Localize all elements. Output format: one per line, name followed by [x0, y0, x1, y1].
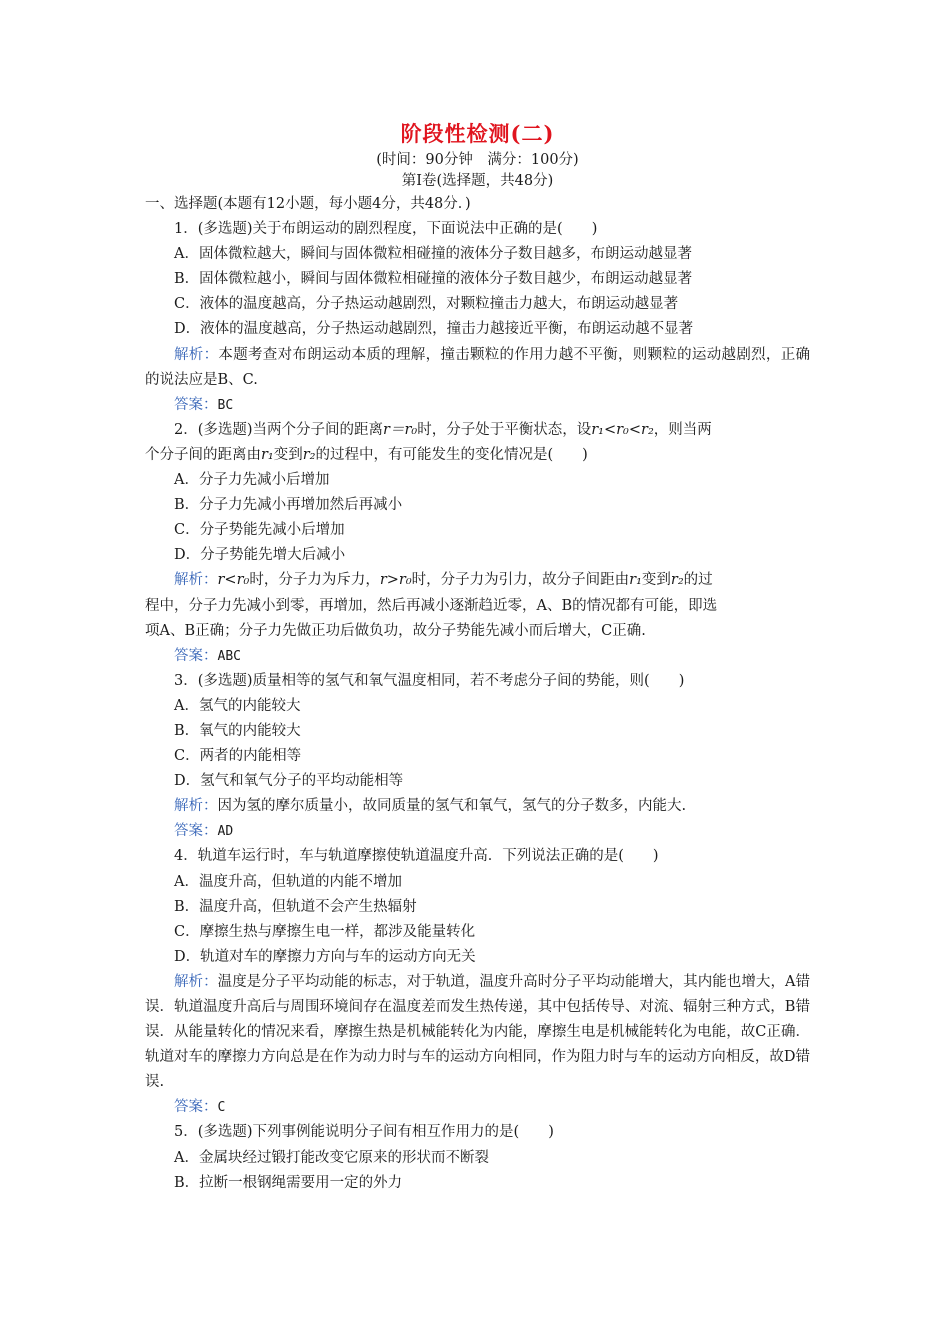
- analysis-text: 变到: [641, 572, 671, 589]
- variable-text: r₁: [629, 572, 642, 589]
- question-4-option-c: C．摩擦生热与摩擦生电一样，都涉及能量转化: [174, 923, 476, 940]
- page-title: 阶段性检测(二): [400, 121, 555, 146]
- equation-text: r＝r₀: [383, 421, 418, 438]
- question-2-option-a: A．分子力先减小后增加: [174, 472, 330, 489]
- analysis-label: 解析：: [174, 798, 218, 815]
- question-1-answer: [145, 393, 810, 418]
- section-heading: 第Ⅰ卷(选择题，共48分): [401, 173, 554, 189]
- question-3-stem: 3．(多选题)质量相等的氢气和氧气温度相同，若不考虑分子间的势能，则( ): [174, 672, 685, 689]
- inequality-text: r₁<r₀<r₂: [591, 421, 654, 438]
- stem-text: ，则当两: [653, 421, 712, 438]
- answer-label: 答案：: [174, 396, 218, 413]
- variable-text: r₂: [670, 572, 684, 589]
- question-1-option-a: A．固体微粒越大，瞬间与固体微粒相碰撞的液体分子数目越多，布朗运动越显著: [174, 246, 692, 263]
- question-1-option-c: C．液体的温度越高，分子热运动越剧烈，对颗粒撞击力越大，布朗运动越显著: [174, 296, 679, 313]
- question-1-option-b: B．固体微粒越小，瞬间与固体微粒相碰撞的液体分子数目越少，布朗运动越显著: [174, 271, 693, 288]
- stem-text: 2．(多选题)当两个分子间的距离: [174, 421, 384, 438]
- analysis-text: 时，分子力为斥力，: [249, 572, 380, 589]
- question-2-option-b: B．分子力先减小再增加然后再减小: [174, 497, 403, 514]
- answer-label: 答案：: [174, 1099, 218, 1116]
- analysis-text: 时，分子力为引力，故分子间距由: [411, 572, 630, 589]
- question-5-stem: 5．(多选题)下列事例能说明分子间有相互作用力的是( ): [174, 1124, 554, 1141]
- part-heading: 一、选择题(本题有12小题，每小题4分，共48分．): [145, 196, 471, 212]
- variable-text: r₁: [261, 446, 274, 463]
- analysis-text: 因为氢的摩尔质量小，故同质量的氢气和氧气，氢气的分子数多，内能大.: [217, 798, 687, 815]
- question-3-answer: [145, 819, 810, 844]
- question-4-stem: 4．轨道车运行时，车与轨道摩擦使轨道温度升高．下列说法正确的是( ): [174, 848, 659, 865]
- question-2-stem-line-1: [145, 418, 810, 443]
- question-4-analysis: [145, 970, 810, 1095]
- question-3-option-c: C．两者的内能相等: [174, 748, 302, 765]
- question-2-answer: [145, 644, 810, 669]
- question-1-analysis: [145, 343, 810, 393]
- answer-value: C: [217, 1100, 226, 1116]
- question-1-option-d: D．液体的温度越高，分子热运动越剧烈，撞击力越接近平衡，布朗运动越不显著: [174, 321, 694, 338]
- answer-value: AD: [217, 824, 234, 840]
- question-4-option-d: D．轨道对车的摩擦力方向与车的运动方向无关: [174, 948, 476, 965]
- question-2-option-d: D．分子势能先增大后减小: [174, 547, 346, 564]
- question-3-option-d: D．氢气和氧气分子的平均动能相等: [174, 773, 404, 790]
- answer-label: 答案：: [174, 823, 218, 840]
- question-3-option-a: A．氢气的内能较大: [174, 697, 301, 714]
- analysis-text: 温度是分子平均动能的标志，对于轨道，温度升高时分子平均动能增大，其内能也增大，A错误．轨道温度升高后与周围环境间存在温度差而发生热传递，其中包括传导、对流、辐射三种方式，B错误．从能量转化的情况来看，摩擦生热是机械能转化为内能，摩擦生电是机械能转化为电能，故C正确．轨道对车的摩擦力方向总是在作为动力时与车的运动方向相同，作为阻力时与车的运动方向相反，故D错误.: [145, 973, 811, 1091]
- question-1-stem: 1．(多选题)关于布朗运动的剧烈程度，下面说法中正确的是( ): [174, 221, 598, 238]
- question-3-option-b: B．氧气的内能较大: [174, 722, 301, 739]
- question-4-answer: [145, 1095, 810, 1120]
- question-4-option-b: B．温度升高，但轨道不会产生热辐射: [174, 898, 417, 915]
- stem-text: 变到: [273, 446, 303, 463]
- inequality-text: r>r₀: [379, 572, 412, 589]
- answer-value: BC: [217, 397, 234, 413]
- exam-time-info: (时间：90分钟 满分：100分): [376, 152, 579, 168]
- question-2-option-c: C．分子势能先减小后增加: [174, 522, 345, 539]
- question-5-option-b: B．拉断一根钢绳需要用一定的外力: [174, 1174, 403, 1191]
- answer-value: ABC: [217, 648, 241, 664]
- question-2-analysis-line-1: [145, 568, 810, 593]
- stem-text: 的过程中，有可能发生的变化情况是( ): [315, 446, 588, 463]
- document-page: [145, 118, 810, 1196]
- stem-text: 个分子间的距离由: [145, 446, 261, 463]
- question-4-option-a: A．温度升高，但轨道的内能不增加: [174, 873, 402, 890]
- analysis-label: 解析：: [174, 572, 218, 589]
- question-5-option-a: A．金属块经过锻打能改变它原来的形状而不断裂: [174, 1149, 489, 1166]
- analysis-label: 解析：: [174, 973, 218, 990]
- analysis-label: 解析：: [174, 346, 219, 363]
- question-2-analysis-line-3: 项A、B正确；分子力先做正功后做负功，故分子势能先减小而后增大，C正确.: [145, 622, 646, 639]
- inequality-text: r<r₀: [217, 572, 250, 589]
- analysis-text: 本题考查对布朗运动本质的理解，撞击颗粒的作用力越不平衡，则颗粒的运动越剧烈，正确的说法应是B、C.: [145, 346, 811, 388]
- variable-text: r₂: [302, 446, 316, 463]
- answer-label: 答案：: [174, 647, 218, 664]
- question-3-analysis: [145, 794, 810, 819]
- question-2-analysis-line-2: 程中，分子力先减小到零，再增加，然后再减小逐渐趋近零，A、B的情况都有可能，即选: [145, 597, 718, 614]
- stem-text: 时，分子处于平衡状态，设: [417, 421, 592, 438]
- question-2-stem-line-2: [145, 443, 810, 468]
- analysis-text: 的过: [683, 572, 713, 589]
